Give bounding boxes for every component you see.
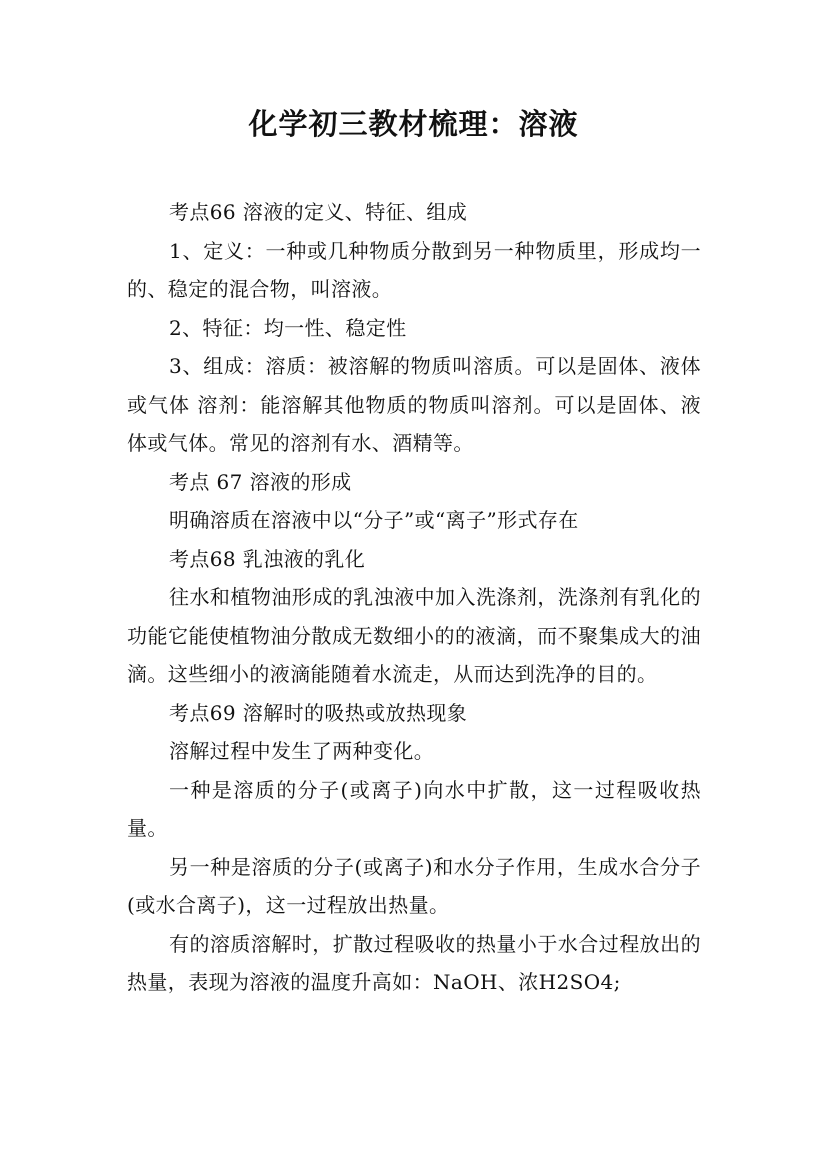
- paragraph-dissolution-changes: 溶解过程中发生了两种变化。: [169, 739, 435, 763]
- heading-kaodian-69: 考点69 溶解时的吸热或放热现象: [169, 700, 468, 725]
- paragraph-emulsification: 往水和植物油形成的乳浊液中加入洗涤剂，洗涤剂有乳化的功能它能使植物油分散成无数细小的的液滴，而不聚集成大的油滴。这些细小的液滴能随着水流走，从而达到洗净的目的。: [127, 585, 701, 686]
- paragraph-diffusion: 一种是溶质的分子(或离子)向水中扩散，这一过程吸收热量。: [127, 777, 701, 840]
- document-body: [127, 193, 701, 1002]
- paragraph-hydration: 另一种是溶质的分子(或离子)和水分子作用，生成水合分子(或水合离子)，这一过程放出热量。: [127, 854, 701, 917]
- paragraph-composition: 3、组成：溶质：被溶解的物质叫溶质。可以是固体、液体或气体 溶剂：能溶解其他物质的物质叫溶剂。可以是固体、液体或气体。常见的溶剂有水、酒精等。: [127, 354, 701, 455]
- paragraph-features: 2、特征：均一性、稳定性: [169, 315, 407, 340]
- paragraph-definition: 1、定义：一种或几种物质分散到另一种物质里，形成均一的、稳定的混合物，叫溶液。: [127, 238, 701, 301]
- heading-kaodian-66: 考点66 溶液的定义、特征、组成: [169, 200, 468, 224]
- paragraph-exothermic-example: 有的溶质溶解时，扩散过程吸收的热量小于水合过程放出的热量，表现为溶液的温度升高如：NaOH、浓H2SO4;: [127, 931, 701, 994]
- document-title: 化学初三教材梳理：溶液: [248, 107, 579, 141]
- heading-kaodian-67: 考点 67 溶液的形成: [169, 469, 352, 494]
- paragraph-formation: 明确溶质在溶液中以“分子”或“离子”形式存在: [169, 508, 579, 532]
- heading-kaodian-68: 考点68 乳浊液的乳化: [169, 546, 366, 571]
